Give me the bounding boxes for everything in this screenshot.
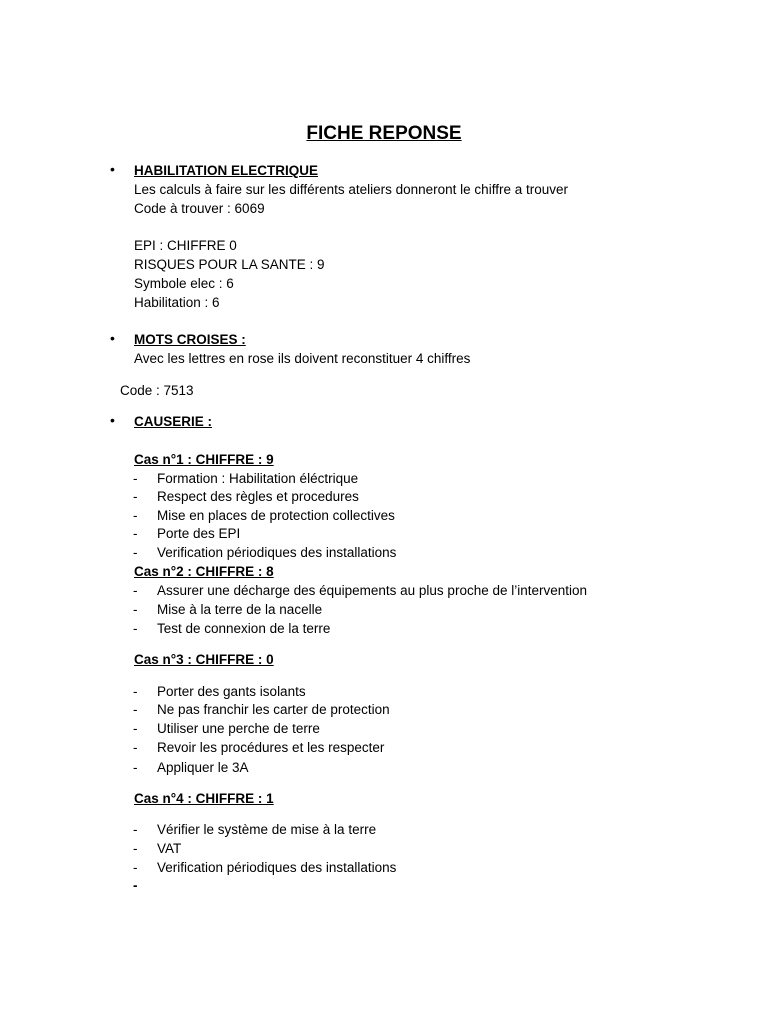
list-dash: - (133, 760, 138, 775)
list-item: Ne pas franchir les carter de protection (157, 702, 390, 717)
case-heading-4: Cas n°4 : CHIFFRE : 1 (134, 791, 274, 806)
list-item: Assurer une décharge des équipements au plus proche de l’intervention (157, 583, 588, 598)
text-line: RISQUES POUR LA SANTE : 9 (134, 257, 325, 272)
list-dash: - (133, 721, 138, 736)
list-dash: - (133, 841, 138, 856)
section-heading-causerie: CAUSERIE : (134, 414, 213, 429)
list-dash: - (133, 702, 138, 717)
text-line: Avec les lettres en rose ils doivent reconstituer 4 chiffres (134, 351, 471, 366)
list-item: VAT (157, 841, 182, 856)
list-dash: - (133, 508, 138, 523)
list-item: Mise à la terre de la nacelle (157, 602, 323, 617)
list-item: Formation : Habilitation éléctrique (157, 471, 359, 486)
list-dash-empty: - (133, 878, 138, 893)
case-heading-1: Cas n°1 : CHIFFRE : 9 (134, 452, 274, 467)
page-title: FICHE REPONSE (306, 123, 462, 144)
text-line: Les calculs à faire sur les différents ateliers donneront le chiffre a trouver (134, 182, 568, 197)
list-dash: - (133, 684, 138, 699)
bullet-marker: • (110, 412, 115, 428)
list-dash: - (133, 602, 138, 617)
list-item: Mise en places de protection collectives (157, 508, 395, 523)
bullet-marker: • (110, 161, 115, 177)
list-dash: - (133, 545, 138, 560)
list-item: Test de connexion de la terre (157, 621, 331, 636)
list-item: Verification périodiques des installations (157, 860, 397, 875)
list-item: Vérifier le système de mise à la terre (157, 822, 377, 837)
section-heading-habilitation: HABILITATION ELECTRIQUE (134, 163, 318, 178)
list-dash: - (133, 471, 138, 486)
list-item: Appliquer le 3A (157, 760, 249, 775)
list-dash: - (133, 621, 138, 636)
list-dash: - (133, 740, 138, 755)
list-item: Porter des gants isolants (157, 684, 306, 699)
list-item: Utiliser une perche de terre (157, 721, 320, 736)
list-dash: - (133, 860, 138, 875)
case-heading-2: Cas n°2 : CHIFFRE : 8 (134, 564, 274, 579)
section-heading-mots-croises: MOTS CROISES : (134, 332, 246, 347)
bullet-marker: • (110, 330, 115, 346)
list-item: Verification périodiques des installations (157, 545, 397, 560)
list-dash: - (133, 822, 138, 837)
list-item: Porte des EPI (157, 526, 241, 541)
text-line: Habilitation : 6 (134, 295, 220, 310)
code-line: Code à trouver : 6069 (134, 201, 265, 216)
list-item: Respect des règles et procedures (157, 489, 359, 504)
list-dash: - (133, 526, 138, 541)
text-line: EPI : CHIFFRE 0 (134, 238, 237, 253)
list-dash: - (133, 583, 138, 598)
list-dash: - (133, 489, 138, 504)
code-line: Code : 7513 (120, 383, 194, 398)
list-item: Revoir les procédures et les respecter (157, 740, 385, 755)
text-line: Symbole elec : 6 (134, 276, 234, 291)
case-heading-3: Cas n°3 : CHIFFRE : 0 (134, 652, 274, 667)
